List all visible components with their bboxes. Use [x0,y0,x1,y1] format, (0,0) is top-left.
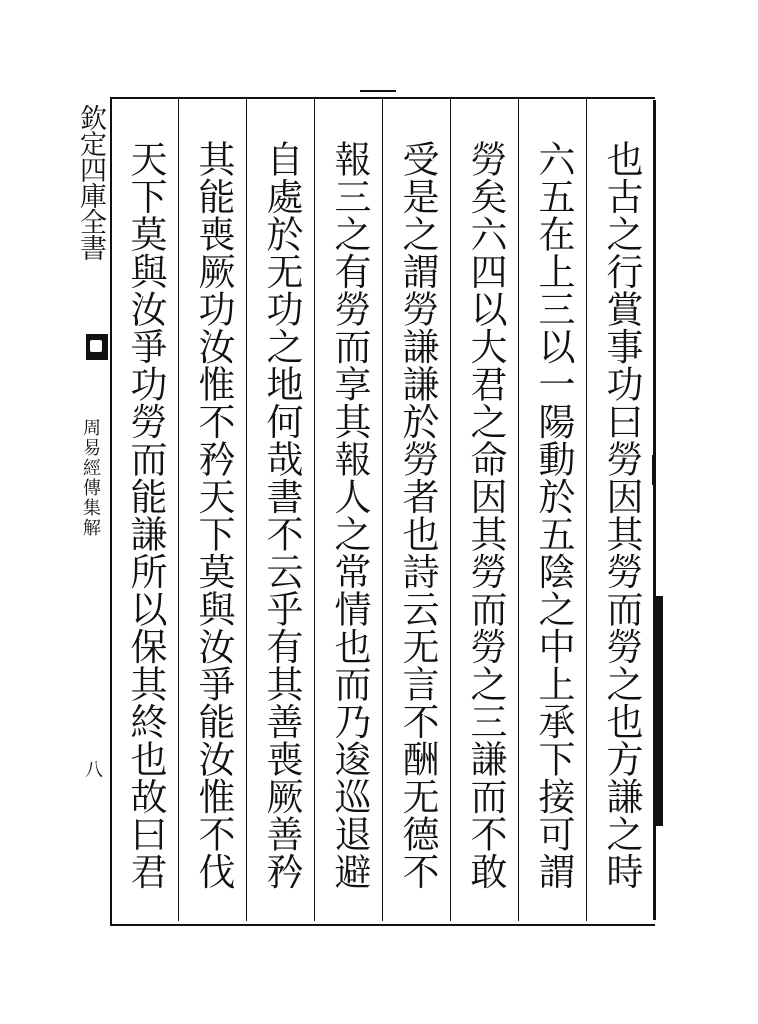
column-divider [178,99,179,921]
margin-book-title: 周易經傳集解 [80,418,101,538]
column-divider [518,99,519,921]
column-divider [246,99,247,921]
column-divider [586,99,587,921]
text-column-8: 天下莫與汝爭功勞而能謙所以保其終也故曰君 [124,140,167,890]
column-divider [450,99,451,921]
right-edge-mark [655,596,663,826]
text-column-5: 報三之有勞而享其報人之常情也而乃逡巡退避 [328,140,371,890]
text-column-2: 六五在上三以一陽動於五陰之中上承下接可謂 [532,140,575,890]
text-column-6: 自處於无功之地何哉書不云乎有其善喪厥善矜 [260,140,303,890]
text-column-7: 其能喪厥功汝惟不矜天下莫與汝爭能汝惟不伐 [192,140,235,890]
margin-series-title: 欽定四庫全書 [75,104,106,260]
column-divider [382,99,383,921]
column-divider [314,99,315,921]
top-rule-mark [360,90,396,92]
text-column-3: 勞矣六四以大君之命因其勞而勞之三謙而不敢 [464,140,507,890]
text-column-1: 也古之行賞事功曰勞因其勞而勞之也方謙之時 [600,140,643,890]
text-column-4: 受是之謂勞謙謙於勞者也詩云无言不酬无德不 [396,140,439,890]
fish-tail-mark-icon [86,334,108,360]
margin-page-number: 八 [82,760,103,778]
